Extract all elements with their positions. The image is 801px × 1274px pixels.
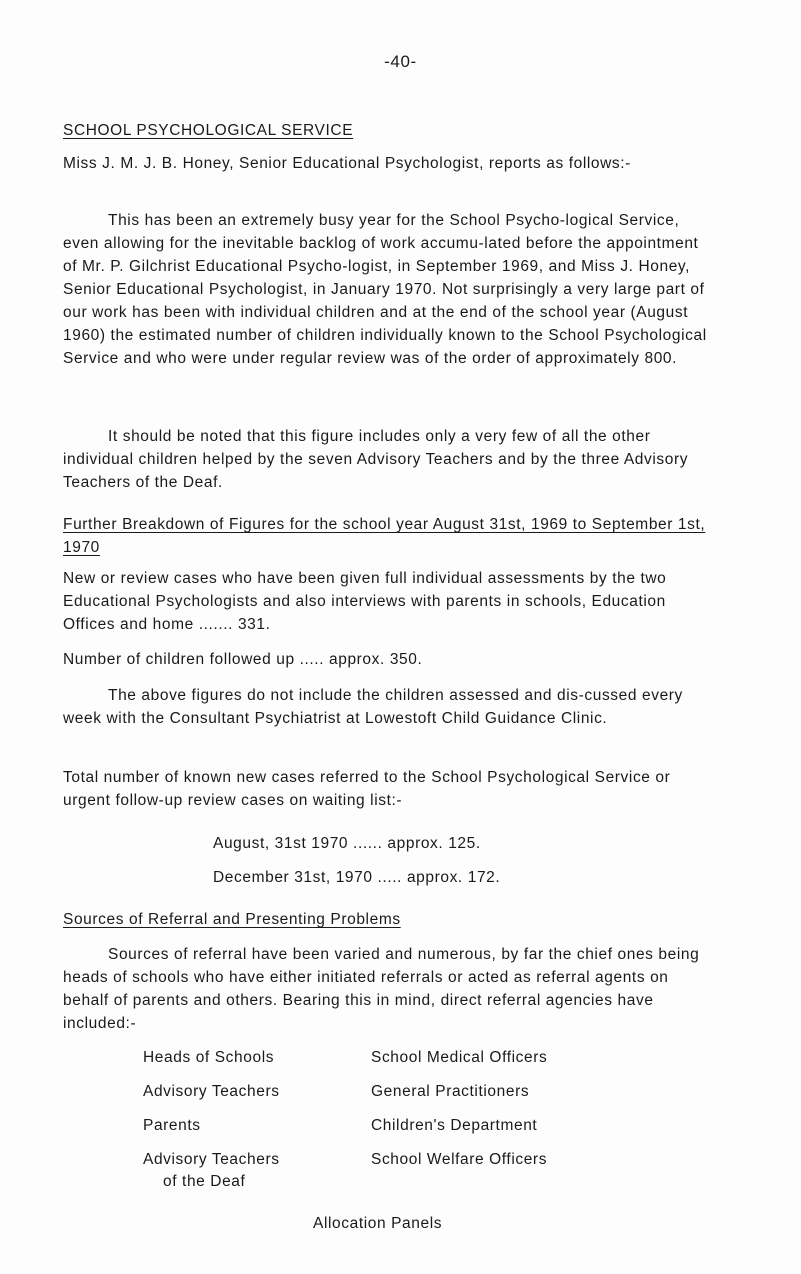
sources-heading: Sources of Referral and Presenting Problems [63,911,401,928]
waiting-list-august: August, 31st 1970 ...... approx. 125. [213,835,481,852]
paragraph-advisory [63,425,713,494]
section-title: SCHOOL PSYCHOLOGICAL SERVICE [63,122,354,139]
paragraph-new-cases [63,567,713,636]
workload-text: This has been an extremely busy year for the School Psycho-logical Service, even allowing for the inevitable backlog of work accumu-lated before the appointment of Mr. P. Gilchrist Educational Psycho-logist, in September 1969, and Miss J. Honey, Senior Educational Psychologist, in January 1970. Not surprisingly a very large part of our work has been with individual children and at the end of the school year (August 1960) the estimated number of children individually known to the School Psychological Service and who were under regular review was of the order of approximately 800. [63,212,707,367]
agency-childrens-department: Children's Department [371,1117,538,1134]
agency-allocation-panels: Allocation Panels [313,1215,443,1232]
page-number: -40- [384,52,417,71]
paragraph-followed-up [63,648,713,671]
advisory-text: It should be noted that this figure includes only a very few of all the other individual children helped by the seven Advisory Teachers and by the three Advisory Teachers of the Deaf. [63,428,689,491]
agency-advisory-teachers-deaf: Advisory Teachers [143,1151,280,1168]
paragraph-workload [63,209,713,370]
agency-heads-of-schools: Heads of Schools [143,1049,275,1066]
followed-up-text: Number of children followed up ..... approx. 350. [63,651,423,668]
agency-parents: Parents [143,1117,201,1134]
new-cases-text: New or review cases who have been given full individual assessments by the two Educational Psychologists and also interviews with parents in schools, Education Offices and home ....... 331. [63,570,667,633]
above-figures-text: The above figures do not include the children assessed and dis-cussed every week with the Consultant Psychiatrist at Lowestoft Child Guidance Clinic. [63,687,683,727]
breakdown-heading [63,513,713,559]
paragraph-total-cases [63,766,713,812]
intro-text: Miss J. M. J. B. Honey, Senior Educational Psychologist, reports as follows:- [63,155,631,172]
agency-school-welfare-officers: School Welfare Officers [371,1151,548,1168]
waiting-list-december: December 31st, 1970 ..... approx. 172. [213,869,501,886]
agency-advisory-teachers: Advisory Teachers [143,1083,280,1100]
sources-text: Sources of referral have been varied and numerous, by far the chief ones being heads of schools who have either initiated referrals or acted as referral agents on behalf of parents and others. Bearing this in mind, direct referral agencies have included:- [63,946,700,1032]
agency-advisory-teachers-deaf-cont: of the Deaf [163,1173,246,1190]
agency-general-practitioners: General Practitioners [371,1083,530,1100]
paragraph-above-figures [63,684,713,730]
total-cases-text: Total number of known new cases referred to the School Psychological Service or urgent follow-up review cases on waiting list:- [63,769,671,809]
intro-paragraph [63,152,713,175]
agency-school-medical-officers: School Medical Officers [371,1049,548,1066]
breakdown-heading-text: Further Breakdown of Figures for the school year August 31st, 1969 to September 1st, 1970 [63,516,706,556]
paragraph-sources [63,943,713,1035]
